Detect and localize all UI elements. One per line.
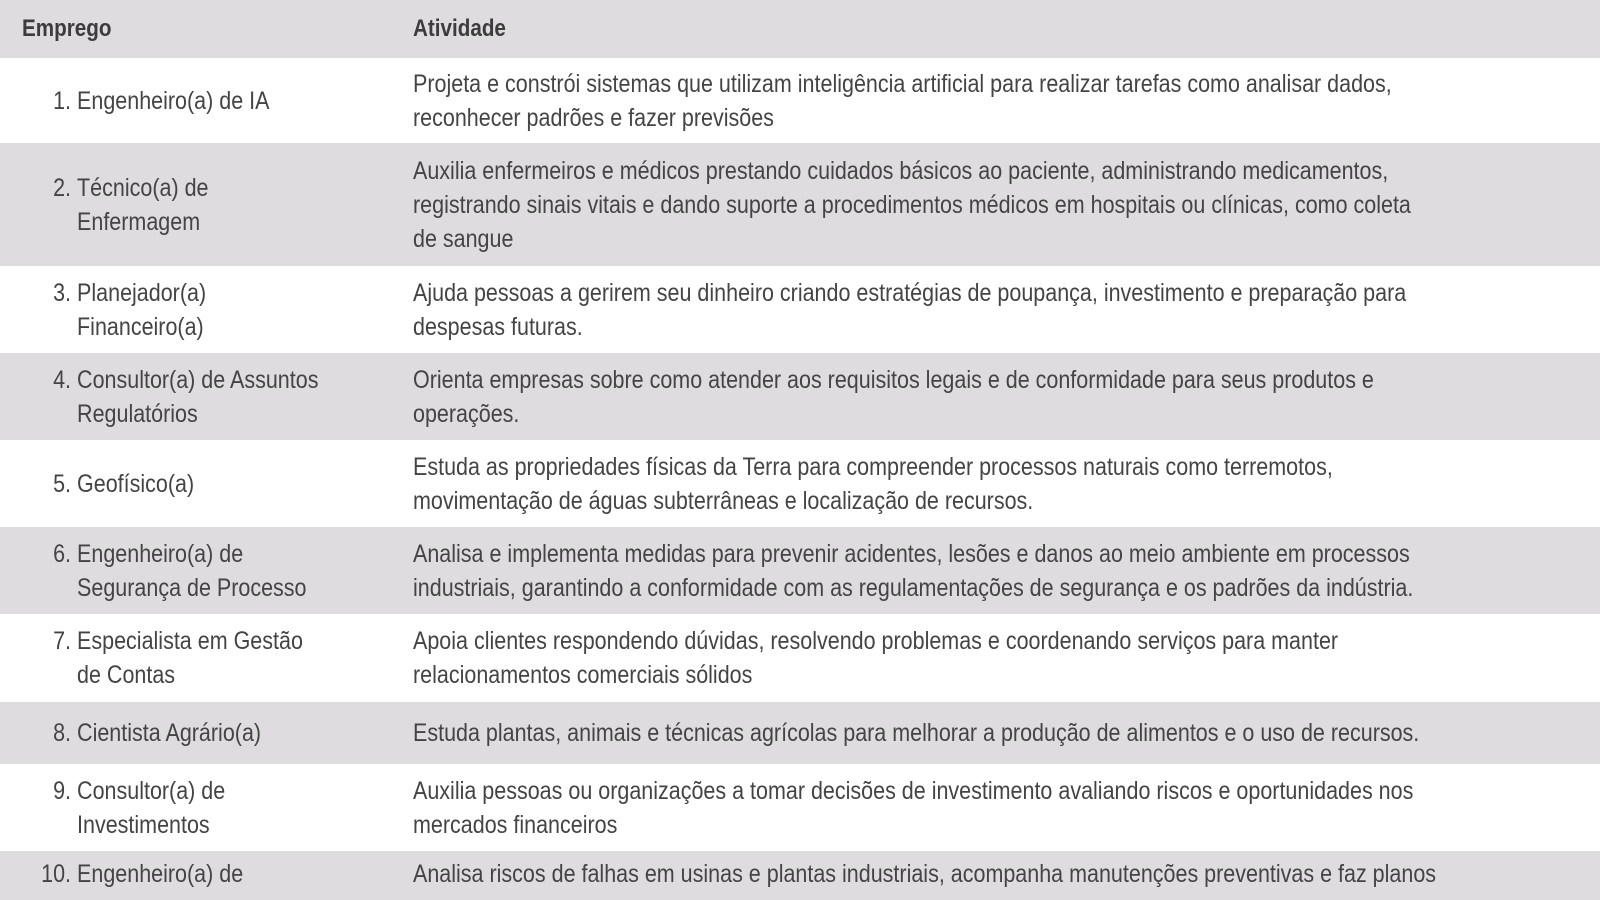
job-cell (22, 440, 392, 527)
activity-text: Orienta empresas sobre como atender aos requisitos legais e de conformidade para seus produtos e operações. (413, 365, 1374, 428)
activity-cell (413, 702, 1600, 764)
job-number: 1. (53, 86, 72, 115)
job-number: 2. (53, 173, 72, 202)
table-row (0, 851, 1600, 900)
activity-text: Apoia clientes respondendo dúvidas, resolvendo problemas e coordenando serviços para manter relacionamentos comerciais sólidos (413, 627, 1339, 689)
table-row (0, 764, 1600, 851)
job-number: 3. (53, 278, 72, 307)
table-row (0, 58, 1600, 143)
job-title: Cientista Agrário(a) (77, 719, 262, 747)
table-row (0, 702, 1600, 764)
activity-text: Estuda as propriedades físicas da Terra para compreender processos naturais como terremotos, movimentação de águas subterrâneas e localização de recursos. (413, 452, 1333, 515)
header-job-label: Emprego (22, 15, 112, 42)
header-activity-label: Atividade (413, 15, 506, 42)
job-title: Engenheiro(a) de Segurança de Processo (77, 539, 307, 602)
job-number: 10. (41, 860, 72, 888)
table-row (0, 143, 1600, 266)
job-cell (22, 527, 392, 614)
job-title: Planejador(a) Financeiro(a) (77, 278, 207, 341)
header-activity (413, 0, 1600, 58)
activity-text: Auxilia enfermeiros e médicos prestando cuidados básicos ao paciente, administrando medicamentos, registrando sinais vitais e dando suporte a procedimentos médicos em hospitais ou clínicas, como coleta de sangue (413, 156, 1411, 253)
job-title: Consultor(a) de Assuntos Regulatórios (77, 365, 319, 428)
activity-cell (413, 143, 1600, 266)
activity-text: Auxilia pessoas ou organizações a tomar decisões de investimento avaliando riscos e oportunidades nos mercados financeiros (413, 776, 1414, 839)
activity-cell (413, 764, 1600, 851)
activity-cell (413, 353, 1600, 440)
job-cell (22, 614, 392, 702)
table-row (0, 614, 1600, 702)
table-row (0, 266, 1600, 353)
job-number: 5. (53, 469, 72, 498)
job-number: 7. (53, 627, 72, 655)
activity-cell (413, 58, 1600, 143)
activity-text: Analisa e implementa medidas para prevenir acidentes, lesões e danos ao meio ambiente em processos industriais, garantindo a conformidade com as regulamentações de segurança e os padrões da indústria. (413, 539, 1414, 602)
job-title: Especialista em Gestão de Contas (77, 627, 303, 689)
activity-text: Projeta e constrói sistemas que utilizam inteligência artificial para realizar tarefas como analisar dados, reconhecer padrões e fazer previsões (413, 69, 1392, 132)
activity-cell (413, 527, 1600, 614)
job-cell (22, 851, 392, 900)
job-cell (22, 764, 392, 851)
activity-cell (413, 440, 1600, 527)
activity-cell (413, 851, 1600, 900)
activity-text: Ajuda pessoas a gerirem seu dinheiro criando estratégias de poupança, investimento e preparação para despesas futuras. (413, 278, 1407, 341)
job-cell (22, 266, 392, 353)
activity-cell (413, 266, 1600, 353)
table-header (0, 0, 1600, 58)
job-number: 6. (53, 539, 72, 568)
activity-cell (413, 614, 1600, 702)
job-number: 4. (53, 365, 72, 394)
job-title: Geofísico(a) (77, 469, 195, 498)
table-row (0, 440, 1600, 527)
header-job (22, 0, 340, 58)
job-number: 9. (53, 776, 72, 805)
activity-text: Analisa riscos de falhas em usinas e plantas industriais, acompanha manutenções preventivas e faz planos (413, 860, 1437, 888)
job-number: 8. (53, 719, 72, 747)
activity-text: Estuda plantas, animais e técnicas agrícolas para melhorar a produção de alimentos e o uso de recursos. (413, 719, 1420, 747)
job-title: Técnico(a) de Enfermagem (77, 173, 209, 236)
job-cell (22, 58, 392, 143)
job-title: Consultor(a) de Investimentos (77, 776, 226, 839)
table-row (0, 353, 1600, 440)
job-cell (22, 702, 392, 764)
job-title: Engenheiro(a) de IA (77, 86, 270, 115)
table-row (0, 527, 1600, 614)
job-cell (22, 143, 392, 266)
job-title: Engenheiro(a) de (77, 860, 244, 888)
job-cell (22, 353, 392, 440)
